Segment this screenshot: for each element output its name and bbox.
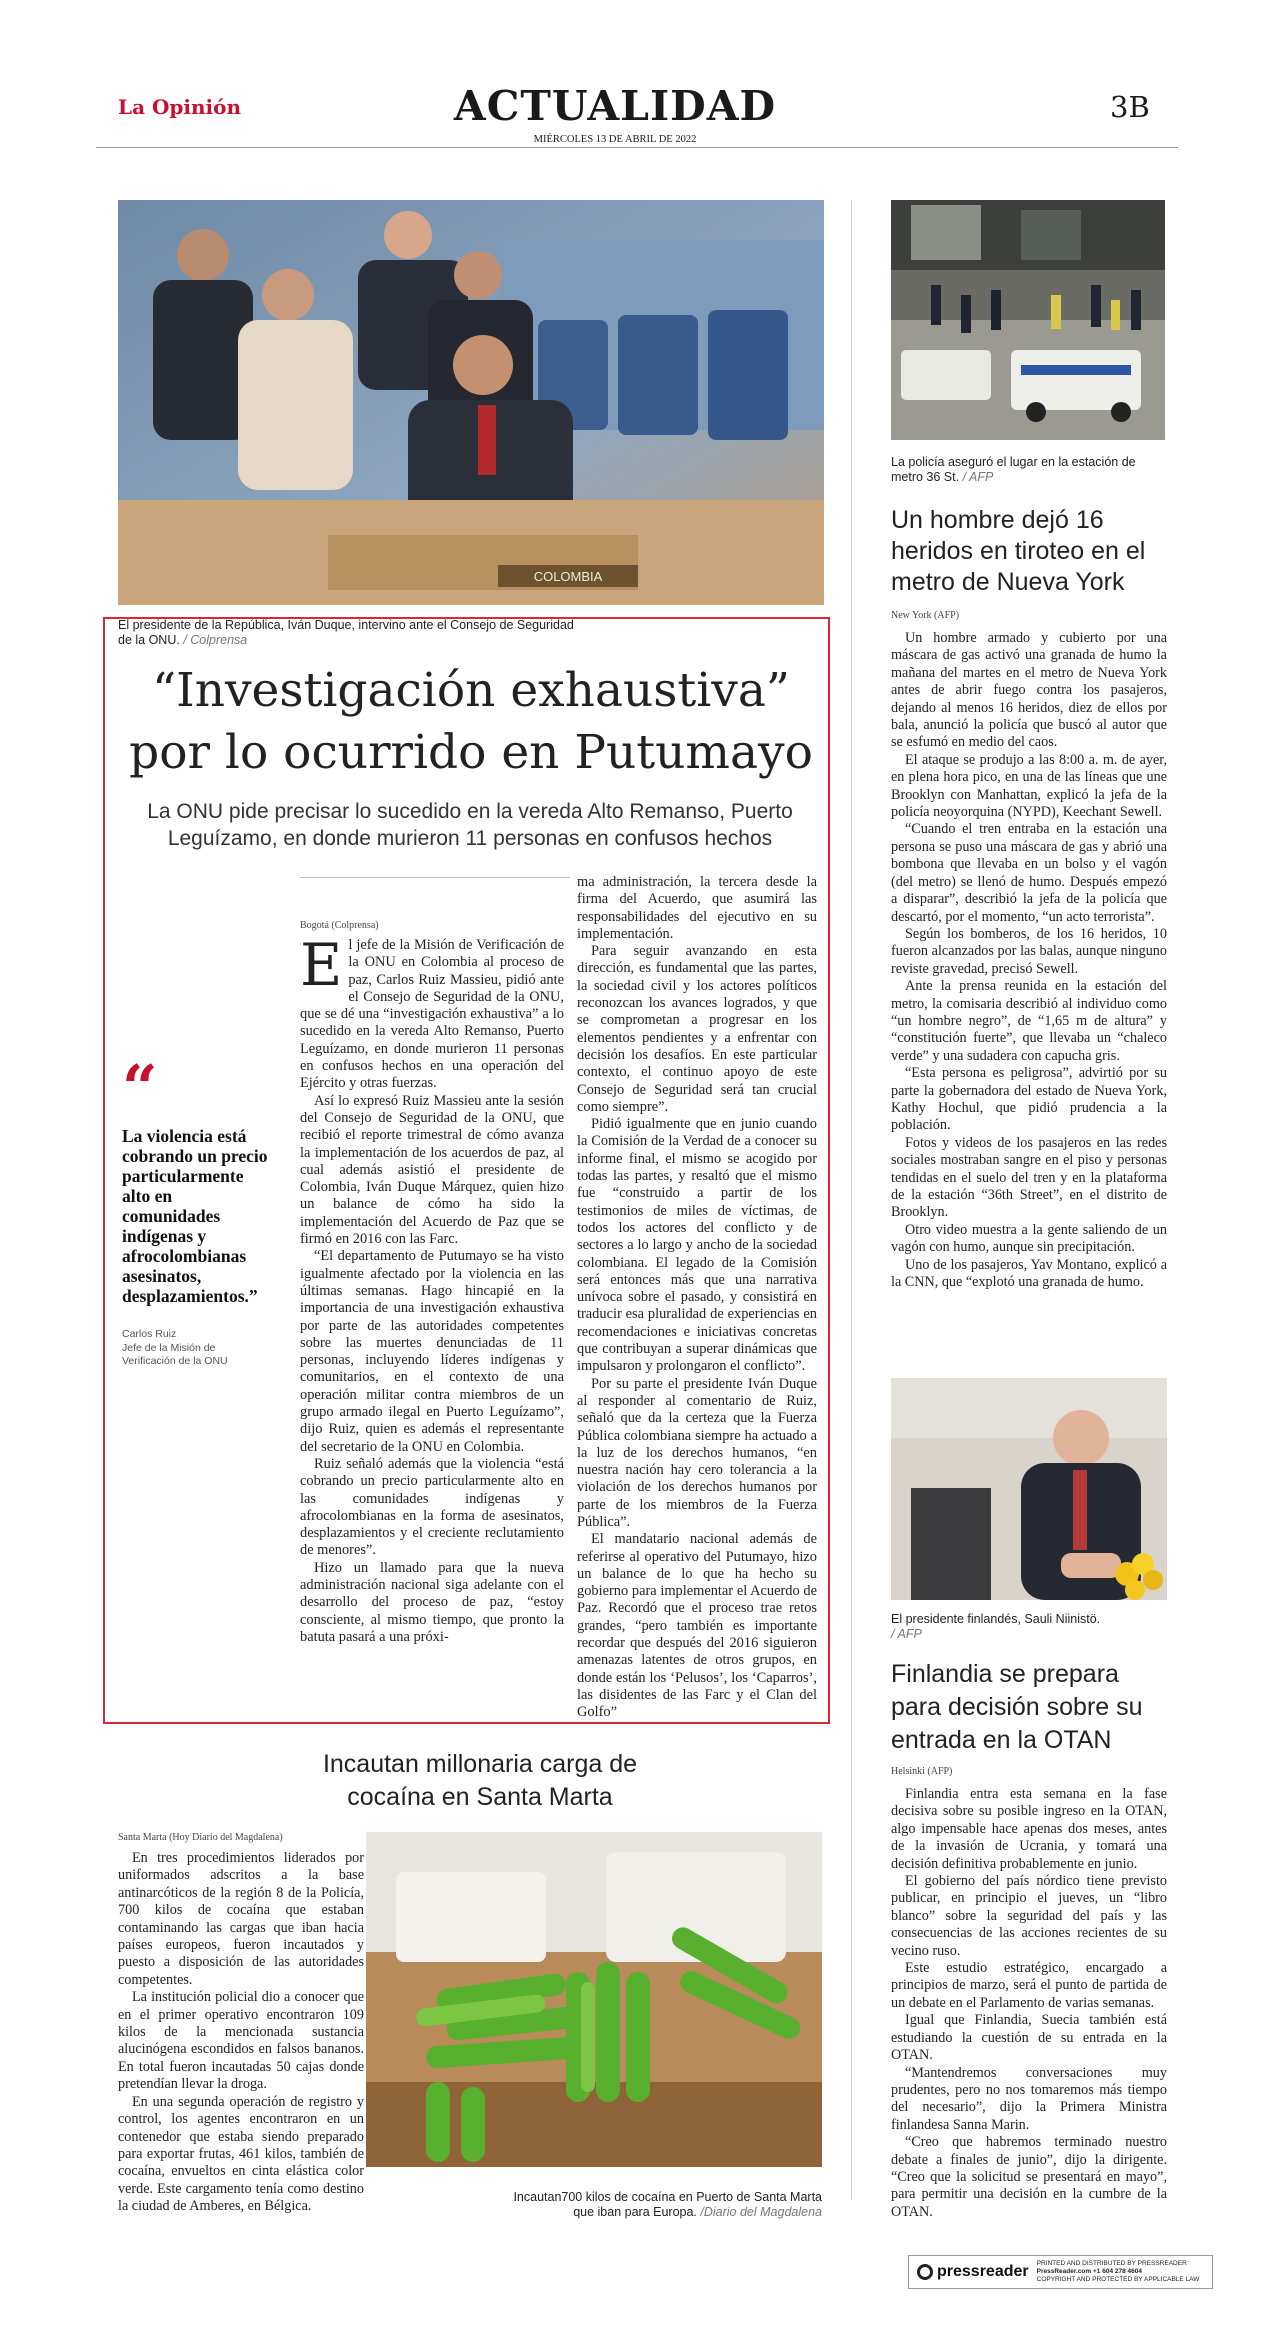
cocaine-body [118, 1850, 364, 2216]
section-title: ACTUALIDAD [453, 82, 777, 130]
issue-date: MIÉRCOLES 13 DE ABRIL DE 2022 [533, 134, 697, 145]
nyc-headline[interactable]: Un hombre dejó 16 heridos en tiroteo en el metro de Nueva York [891, 506, 1146, 596]
main-col2-p4: Por su parte el presidente Iván Duque al responder al comentario de Ruiz, señaló que da la certeza que la Fuerza Pública colombiana siempre ha actuado a la luz de los derechos humanos, “en nuestra nación hay cero tolerancia a la violación de los derechos humanos por parte de los miembros de la Fuerza Pública”. [577, 1375, 817, 1530]
cocaine-p2: La institución policial dio a conocer que en el primer operativo encontraron 109 kilos de la mencionada sustancia alucinógena escondidos en falsos bananos. En total fueron incautadas 50 cajas donde pretendían llevar la droga. [118, 1989, 364, 2093]
nyc-dateline: New York (AFP) [891, 610, 960, 621]
page-number: 3B [1110, 90, 1150, 124]
nyc-p4: Según los bomberos, de los 16 heridos, 10 fueron alcanzados por las balas, aunque ninguno reviste gravedad, precisó Sewell. [891, 925, 1167, 977]
paper-name[interactable]: La Opinión [118, 95, 242, 119]
main-col1-p5: Hizo un llamado para que la nueva administración nacional siga adelante con el desarrollo del proceso de paz, “estoy consciente, al mismo tiempo, que pronto la batuta pasará a una próxi- [300, 1559, 564, 1645]
nyc-p8: Otro video muestra a la gente saliendo de un vagón con humo, aunque sin precipitación. [891, 1221, 1167, 1256]
pressreader-line1: PRINTED AND DISTRIBUTED BY PRESSREADER [1036, 2260, 1187, 2267]
nyc-p3: “Cuando el tren entraba en la estación una persona se puso una máscara de gas y abrió una bombona que llevaba en un bolso y el vagón (del metro) se llenó de humo. Después empezó a disparar”, describió la jefa de la policía que descartó, por el momento, “un acto terrorista”. [891, 821, 1167, 925]
pressreader-brand: pressreader [937, 2263, 1029, 2280]
finland-dateline: Helsinki (AFP) [891, 1766, 953, 1777]
pressreader-icon [917, 2264, 933, 2280]
finland-photo-caption-text: El presidente finlandés, Sauli Niinistö. [891, 1612, 1101, 1626]
nyc-p5: Ante la prensa reunida en la estación del metro, la comisaria describió al individuo como “un hombre negro”, de “1,65 m de altura” y “constitución fuerte”, que llevaba un “chaleco verde” y una sudadera con capucha gris. [891, 978, 1167, 1064]
cocaine-photo-caption [500, 2190, 822, 2220]
finland-photo-credit: / AFP [891, 1627, 922, 1641]
main-col2-p3: Pidió igualmente que en junio cuando la Comisión de la Verdad de a conocer su informe final, el mismo se acogido por todas las partes, y resaltó que el mismo fue “construido a partir de los testimonios de miles de víctimas, de todos los actores del conflicto y de sectores a lo largo y ancho de la sociedad colombiana. El legado de la Comisión será entonces más que una narrativa unívoca sobre el pasado, y consistirá en traducir esa pluralidad de experiencias en recomendaciones e iniciativas concretas que contribuyan a superar dinámicas que impulsaron y prolongaron el conflicto”. [577, 1116, 817, 1375]
nyc-photo-credit: / AFP [962, 470, 994, 484]
nyc-photo-caption-text: La policía aseguró el lugar en la estación de metro 36 St. [891, 455, 1136, 484]
cocaine-headline[interactable]: Incautan millonaria carga de cocaína en Santa Marta [322, 1750, 638, 1811]
nyc-photo-caption [891, 455, 1161, 485]
cocaine-p3: En una segunda operación de registro y control, los agentes encontraron en un contenedor que estaba siendo preparado para exportar frutas, 461 kilos, también de cocaína, envueltos en cinta elástica color verde. Este cargamento tenía como destino la ciudad de Amberes, en Bélgica. [118, 2093, 364, 2215]
main-dateline: Bogotá (Colprensa) [300, 920, 379, 931]
main-headline-line1: “Investigación exhaustiva” [152, 663, 790, 718]
pull-quote-name: Carlos Ruiz [122, 1328, 177, 1340]
main-subhead: La ONU pide precisar lo sucedido en la vereda Alto Remanso, Puerto Leguízamo, en donde murieron 11 personas en confusos hechos [147, 800, 793, 850]
finland-p1: Finlandia entra esta semana en la fase decisiva sobre su posible ingreso en la OTAN, algo impensable hace apenas dos meses, antes de la invasión de Ucrania, y tomará una decisión definitiva probablemente en junio. [891, 1786, 1167, 1872]
cocaine-p1: En tres procedimientos liderados por uniformados adscritos a la base antinarcóticos de la región 8 de la Policía, 700 kilos de cocaína que estaban contaminando las cargas que iban hacia países europeos, fueron incautados y puesto a disposición de las autoridades competentes. [118, 1850, 364, 1988]
cocaine-photo-credit: /Diario del Magdalena [700, 2205, 822, 2219]
pressreader-line3: COPYRIGHT AND PROTECTED BY APPLICABLE LAW [1036, 2276, 1200, 2283]
main-photo-credit: / Colprensa [183, 633, 248, 647]
finland-p2: El gobierno del país nórdico tiene previsto publicar, en principio el jueves, un “libro blanco” sobre la seguridad del país y las consecuencias de las acciones recientes de su vecino ruso. [891, 1873, 1167, 1959]
nyc-p9: Uno de los pasajeros, Yav Montano, explicó a la CNN, que “explotó una granada de humo. [891, 1256, 1167, 1291]
main-col1-p3: “El departamento de Putumayo se ha visto igualmente afectado por la violencia en las últimas semanas. Hago hincapié en la importancia de una investigación exhaustiva por parte de las autoridades competentes sobre las muertes denunciadas de 11 personas, incluyendo líderes indígenas y comunitarios, en el contexto de una operación militar contra miembros de un grupo armado ilegal en Puerto Leguízamo”, dijo Ruiz, quien es además el representante del secretario de la ONU en Colombia. [300, 1248, 564, 1455]
finland-body [891, 1786, 1167, 2221]
pull-quote-text: La violencia está cobrando un precio particularmente alto en comunidades indígenas y afrocolombianas asesinatos, desplazamientos.” [122, 1126, 268, 1306]
finland-p5: “Mantendremos conversaciones muy prudentes, pero no nos tomaremos más tiempo del necesario”, dijo la Primera Ministra finlandesa Sanna Marin. [891, 2064, 1167, 2133]
cocaine-photo-caption-text: Incautan700 kilos de cocaína en Puerto de Santa Marta que iban para Europa. [513, 2190, 822, 2219]
main-col1-p1: l jefe de la Misión de Verificación de la ONU en Colombia al proceso de paz, Carlos Ruiz Massieu, pidió ante el Consejo de Seguridad de la ONU, que se dé una “investigación exhaustiva” a lo sucedido en la vereda Alto Remanso, Puerto Leguízamo, en donde murieron 11 personas en confusos hechos en una operación del Ejército y otras fuerzas. [300, 937, 564, 1092]
finland-photo-caption [891, 1612, 1161, 1642]
nyc-p2: El ataque se produjo a las 8:00 a. m. de ayer, en plena hora pico, en una de las líneas que une Brooklyn con Manhattan, explicó la jefa de la policía neoyorquina (NYPD), Keechant Sewell. [891, 751, 1167, 821]
cocaine-photo [366, 1832, 822, 2167]
main-headline-line2: por lo ocurrido en Putumayo [129, 725, 813, 780]
article-top-rule [300, 877, 570, 878]
finland-p4: Igual que Finlandia, Suecia también está estudiando la cuestión de su entrada en la OTAN. [891, 2012, 1167, 2064]
nyc-photo [891, 200, 1165, 440]
main-col2-p5: El mandatario nacional además de referirse al operativo del Putumayo, hizo un balance de lo que ha hecho su gobierno para implementar el Acuerdo de Paz. Recordó que el proceso trae retos grandes, “pero también es importante recordar que después del 2016 siguieron amenazas latentes de otros grupos, en donde están los ‘Pelusos’, los ‘Caparros’, las disidentes de las Farc y el Clan del Golfo” [577, 1531, 817, 1721]
main-col2-p1: ma administración, la tercera desde la firma del Acuerdo, que asumirá las responsabilidades del ejecutivo en su implementación. [577, 874, 817, 942]
main-col2-p2: Para seguir avanzando en esta dirección, es fundamental que las partes, la sociedad civil y los actores políticos reconozcan los avances logrados, y que se comprometan a progresar en los elementos pendientes y a enfrentar con decisión los desafíos. En este particular contexto, el continuo apoyo de este Consejo de Seguridad será tan crucial como siempre”. [577, 943, 817, 1115]
main-photo-caption-text: El presidente de la República, Iván Duque, intervino ante el Consejo de Seguridad de la ONU. [118, 618, 574, 647]
finland-p3: Este estudio estratégico, encargado a principios de marzo, será el punto de partida de un debate en el Parlamento de varias semanas. [891, 1960, 1167, 2011]
drop-cap: E [300, 931, 343, 999]
finland-p6: “Creo que habremos terminado nuestro debate a finales de junio”, dijo la dirigente. “Creo que la solicitud se presentará en mayo”, para permitir una decisión en la cumbre de la OTAN. [891, 2134, 1167, 2220]
nyc-p7: Fotos y videos de los pasajeros en las redes sociales mostraban sangre en el piso y personas tendidas en el suelo del tren y en la plataforma de la estación “36th Street”, en el distrito de Brooklyn. [891, 1134, 1167, 1221]
nyc-p6: “Esta persona es peligrosa”, advirtió por su parte la gobernadora del estado de Nueva York, Kathy Hochul, que pidió prudencia a la población. [891, 1065, 1167, 1134]
finland-headline[interactable]: Finlandia se prepara para decisión sobre su entrada en la OTAN [891, 1660, 1143, 1754]
nyc-body [891, 630, 1167, 1291]
masthead-rule [96, 147, 1178, 148]
pressreader-line2: PressReader.com +1 604 278 4604 [1036, 2268, 1142, 2275]
pull-quote-mark: “ [122, 1051, 158, 1124]
main-col1-p2: Así lo expresó Ruiz Massieu ante la sesión del Consejo de Seguridad de la ONU, que recibió el reporte trimestral de cómo avanza la implementación de los acuerdos de paz, al cual además asistió el presidente de Colombia, Iván Duque Márquez, quien hizo un balance de cómo ha sido la implementación del Acuerdo de Paz que se firmó en 2016 con las Farc. [300, 1092, 564, 1248]
pressreader-badge[interactable] [908, 2255, 1213, 2289]
finland-photo [891, 1378, 1167, 1600]
main-column-1 [300, 931, 564, 1646]
nyc-p1: Un hombre armado y cubierto por una máscara de gas activó una granada de humo la mañana del martes en el metro de Nueva York antes de abrir fuego contra los pasajeros, dejando al menos 16 heridos, diez de ellos por bala, anunció la policía que buscó al autor que se esfumó en medio del caos. [891, 630, 1167, 751]
main-col1-p4: Ruiz señaló además que la violencia “está cobrando un precio particularmente alto en las comunidades indígenas y afrocolombianas en la forma de asesinatos, desplazamientos y el creciente reclutamiento de menores”. [300, 1455, 564, 1559]
main-column-2 [577, 874, 817, 1722]
cocaine-dateline: Santa Marta (Hoy Diario del Magdalena) [118, 1832, 283, 1843]
nameplate-label: COLOMBIA [533, 569, 603, 584]
main-photo [118, 200, 824, 605]
main-headline[interactable] [118, 660, 824, 784]
right-column-rule [851, 200, 852, 2200]
pull-quote-role: Jefe de la Misión de Verificación de la ONU [122, 1342, 228, 1367]
